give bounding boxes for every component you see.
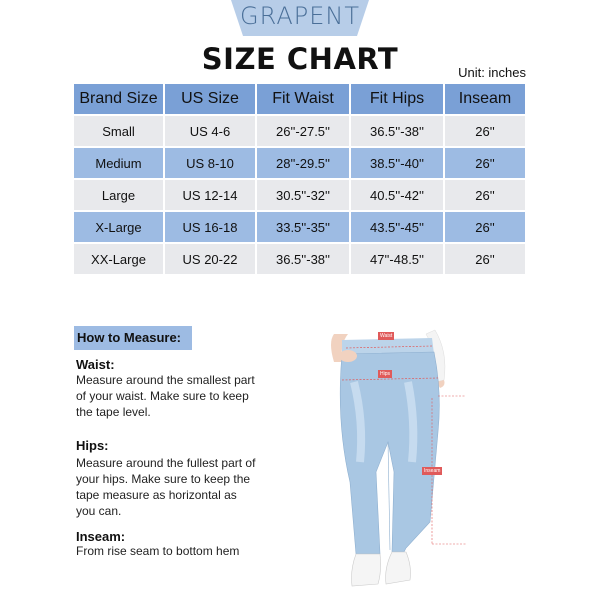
table-cell: US 20-22 [165,244,255,274]
column-header: Fit Hips [351,84,443,114]
table-cell: 26'' [445,180,525,210]
table-row [74,212,525,242]
table-cell: XX-Large [74,244,163,274]
waist-instructions: Measure around the smallest part of your waist. Make sure to keep the tape level. [76,373,255,419]
column-header: Inseam [445,84,525,114]
waist-tag: Waist [380,333,393,339]
jeans-illustration [320,322,490,597]
hips-tag: Hips [380,371,391,377]
inseam-tag: Inseam [424,468,441,474]
model-figure [320,322,490,597]
inseam-instructions: From rise seam to bottom hem [76,544,240,558]
column-header: Brand Size [74,84,163,114]
table-row [74,244,525,274]
table-cell: 26'' [445,212,525,242]
table-cell: 47''-48.5'' [351,244,443,274]
table-cell: 30.5''-32'' [257,180,349,210]
table-cell: US 12-14 [165,180,255,210]
how-to-measure-heading: How to Measure: [74,326,192,350]
table-cell: 28''-29.5'' [257,148,349,178]
column-header: Fit Waist [257,84,349,114]
table-cell: 36.5''-38'' [257,244,349,274]
table-cell: 36.5''-38'' [351,116,443,146]
table-cell: Medium [74,148,163,178]
table-row [74,180,525,210]
inseam-heading: Inseam: [76,529,126,544]
table-cell: 26'' [445,116,525,146]
table-cell: 26'' [445,244,525,274]
hips-instructions: Measure around the fullest part of your hips. Make sure to keep the tape measure as horizontal as you can. [76,456,256,518]
table-cell: 26''-27.5'' [257,116,349,146]
table-cell: 38.5''-40'' [351,148,443,178]
table-cell: US 16-18 [165,212,255,242]
size-table [72,82,527,276]
table-row [74,148,525,178]
table-cell: 26'' [445,148,525,178]
hips-heading: Hips: [76,438,109,453]
table-header-row [74,84,525,114]
table-cell: 43.5''-45'' [351,212,443,242]
table-cell: 33.5''-35'' [257,212,349,242]
table-cell: 40.5''-42'' [351,180,443,210]
table-cell: Small [74,116,163,146]
table-cell: X-Large [74,212,163,242]
unit-label: Unit: inches [458,65,526,80]
page-title: SIZE CHART [201,42,399,76]
table-cell: Large [74,180,163,210]
column-header: US Size [165,84,255,114]
waist-heading: Waist: [76,357,115,372]
brand-logo: GRAPENT [240,2,360,30]
table-cell: US 4-6 [165,116,255,146]
table-cell: US 8-10 [165,148,255,178]
table-row [74,116,525,146]
